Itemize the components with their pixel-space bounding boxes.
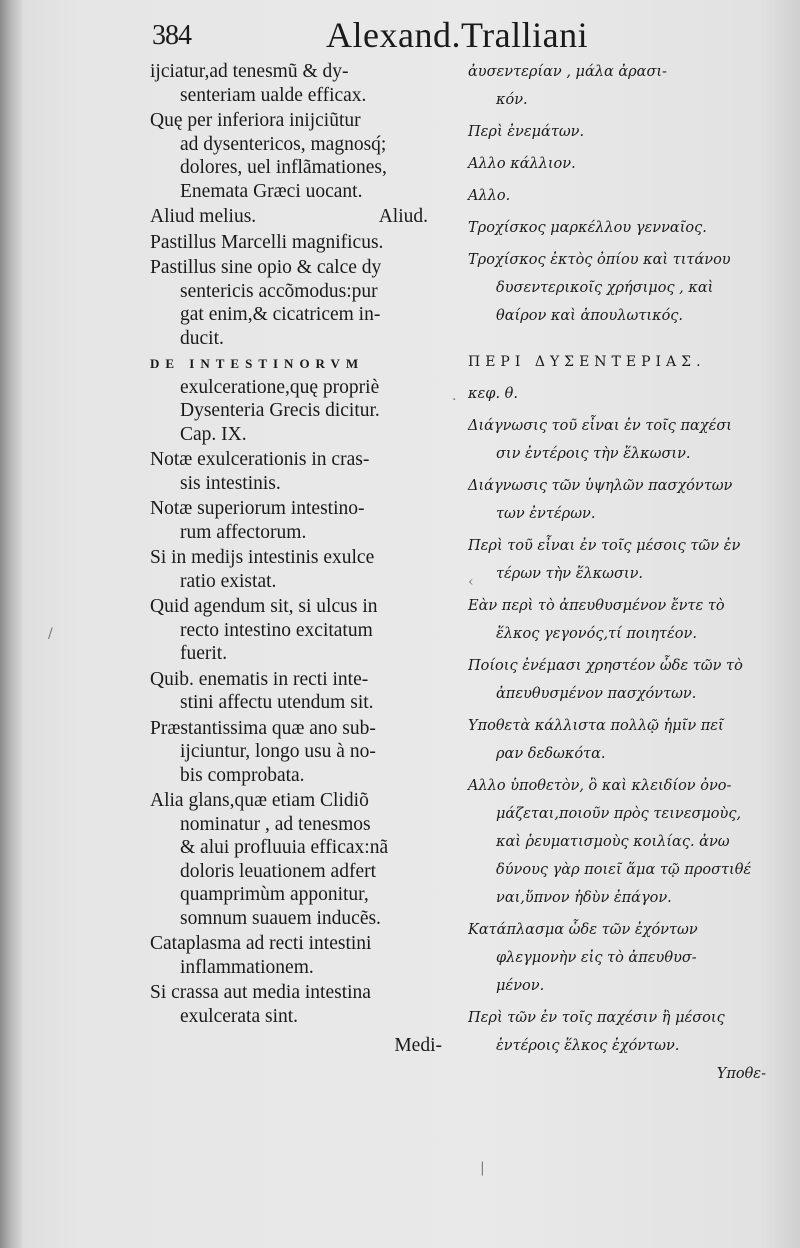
greek-entry bbox=[468, 652, 788, 708]
latin-entry-line: ducit. bbox=[180, 327, 224, 349]
greek-entry bbox=[468, 532, 788, 588]
latin-entry bbox=[150, 256, 460, 350]
running-title: Alexand.Tralliani bbox=[326, 15, 589, 55]
page-gutter-shadow bbox=[0, 0, 22, 1248]
greek-entry-line: Διάγνωσις τῶν ὑψηλῶν πασχόντων bbox=[468, 478, 733, 494]
greek-entry bbox=[468, 1004, 788, 1060]
greek-entry-line: φλεγμονὴν εἰς τὸ ἀπευθυσ- bbox=[496, 950, 697, 966]
latin-entry bbox=[150, 546, 460, 593]
greek-entry-line: τέρων τὴν ἕλκωσιν. bbox=[496, 566, 644, 582]
page-mark: / bbox=[48, 626, 53, 642]
latin-entry-line: exulcerata sint. bbox=[180, 1005, 299, 1027]
greek-entry-line: μάζεται,ποιοῦν πρὸς τεινεσμοὺς, bbox=[496, 806, 742, 822]
latin-entry bbox=[150, 109, 460, 203]
greek-entry-line: δύνους γὰρ ποιεῖ ἅμα τῷ προστιθέ bbox=[496, 862, 752, 878]
latin-entry bbox=[150, 352, 460, 446]
latin-entry-line: Pastillus Marcelli magnificus. bbox=[150, 231, 384, 253]
latin-entry-line: Alia glans,quæ etiam Clidiõ bbox=[150, 790, 369, 811]
latin-entry-line: Quid agendum sit, si ulcus in bbox=[150, 596, 378, 617]
greek-entry-line: καὶ ῥευματισμοὺς κοιλίας. ἀνω bbox=[496, 834, 730, 850]
greek-entry bbox=[468, 58, 788, 114]
greek-chapter-heading: ΠΕΡΙ ΔΥΣΕΝΤΕΡΙΑΣ. bbox=[468, 354, 706, 370]
greek-entry bbox=[468, 214, 788, 242]
latin-entry-line: sis intestinis. bbox=[180, 472, 281, 494]
greek-entry-line: σιν ἐντέροις τὴν ἕλκωσιν. bbox=[496, 446, 691, 462]
latin-entry-line: gat enim,& cicatricem in- bbox=[180, 304, 381, 325]
latin-entry-line: ad dysentericos, magnosq́; bbox=[180, 133, 387, 155]
greek-entry-line: Ποίοις ἐνέμασι χρηστέον ὧδε τῶν τὸ bbox=[468, 658, 743, 674]
latin-entry-line: stini affectu utendum sit. bbox=[180, 692, 374, 713]
page-mark: ‹ bbox=[468, 574, 474, 590]
latin-entry-line: sentericis accõmodus:pur bbox=[180, 280, 378, 302]
greek-entry bbox=[468, 246, 788, 330]
greek-entry-line: Περὶ ἐνεμάτων. bbox=[468, 124, 585, 140]
latin-entry bbox=[150, 60, 460, 107]
greek-entry-line: Εὰν περὶ τὸ ἀπευθυσμένον ἔντε τὸ bbox=[468, 598, 725, 614]
greek-entry bbox=[468, 916, 788, 1000]
latin-entry-line: Quę per inferiora inijciũtur bbox=[150, 110, 361, 131]
latin-entry-line: senteriam ualde efficax. bbox=[180, 84, 367, 106]
latin-entry bbox=[150, 205, 460, 229]
latin-entry-line: Si crassa aut media intestina bbox=[150, 982, 371, 1003]
greek-index-column bbox=[468, 58, 788, 1088]
greek-entry-line: Κατάπλασμα ὧδε τῶν ἐχόντων bbox=[468, 922, 698, 938]
latin-entry-line: quamprimùm apponitur, bbox=[180, 884, 369, 905]
latin-entry-line: & alui profluuia efficax:nã bbox=[180, 837, 389, 858]
latin-entry-line: inflammationem. bbox=[180, 956, 314, 978]
latin-entry-line: nominatur , ad tenesmos bbox=[180, 813, 371, 835]
latin-split-line bbox=[150, 205, 428, 229]
greek-entry-line: δυσεντερικοῖς χρήσιμος , καὶ bbox=[496, 280, 714, 296]
greek-entry-line: των ἐντέρων. bbox=[496, 506, 596, 522]
latin-chapter-heading: exulceratione,quę propriè bbox=[180, 376, 380, 398]
latin-entry-line: rum affectorum. bbox=[180, 521, 307, 543]
greek-entry bbox=[468, 712, 788, 768]
greek-entry-line: ἀυσεντερίαν , μάλα ἀρασι- bbox=[468, 64, 667, 80]
greek-entry-line: ναι,ὕπνον ἡδὺν ἐπάγον. bbox=[496, 890, 672, 906]
latin-entry-line: recto intestino excitatum bbox=[180, 619, 373, 641]
greek-entry bbox=[468, 472, 788, 528]
latin-entry-line: somnum suauem inducẽs. bbox=[180, 907, 381, 929]
latin-entry bbox=[150, 448, 460, 495]
page-mark: · bbox=[452, 392, 457, 408]
latin-index-column bbox=[150, 58, 460, 1058]
latin-entry-line: ijciatur,ad tenesmũ & dy- bbox=[150, 61, 349, 82]
latin-entry bbox=[150, 932, 460, 979]
latin-entry-line: Si in medijs intestinis exulce bbox=[150, 547, 375, 568]
latin-entry-line: Cataplasma ad recti intestini bbox=[150, 933, 372, 954]
latin-entry-line: fuerit. bbox=[180, 643, 228, 664]
greek-entry bbox=[468, 380, 788, 408]
greek-entry-line: μένον. bbox=[496, 978, 545, 994]
greek-entry-line: Τροχίσκος μαρκέλλου γενναῖος. bbox=[468, 220, 707, 236]
greek-entry-line: ραν δεδωκότα. bbox=[496, 746, 606, 762]
greek-entry-line: Αλλο. bbox=[468, 188, 511, 204]
greek-entry-line: Τροχίσκος ἐκτὸς ὀπίου καὶ τιτάνου bbox=[468, 252, 731, 268]
latin-entry bbox=[150, 717, 460, 788]
latin-entry-line: Præstantissima quæ ano sub- bbox=[150, 717, 376, 739]
greek-entry bbox=[468, 412, 788, 468]
greek-entry bbox=[468, 592, 788, 648]
greek-entry bbox=[468, 348, 788, 376]
latin-entry-line: Quib. enematis in recti inte- bbox=[150, 668, 369, 690]
latin-entry-line: dolores, uel inflãmationes, bbox=[180, 157, 387, 178]
latin-entry bbox=[150, 668, 460, 715]
latin-entry bbox=[150, 981, 460, 1028]
greek-entry-line: Διάγνωσις τοῦ εἶναι ἐν τοῖς παχέσι bbox=[468, 418, 732, 434]
latin-entry bbox=[150, 231, 460, 255]
latin-entry-text: Aliud. bbox=[378, 206, 428, 227]
page-number: 384 bbox=[152, 20, 191, 51]
greek-catchword: Υποθε- bbox=[716, 1066, 766, 1082]
greek-entry-line: θαίρον καὶ ἀπουλωτικός. bbox=[496, 308, 684, 324]
greek-entry-line: ἕλκος γεγονός,τί ποιητέον. bbox=[496, 626, 697, 642]
greek-entry bbox=[468, 772, 788, 912]
greek-entry bbox=[468, 118, 788, 146]
latin-entry-line: ijciuntur, longo usu à no- bbox=[180, 741, 376, 762]
latin-chapter-heading: Cap. IX. bbox=[180, 423, 247, 445]
greek-entry-line: κεφ. θ. bbox=[468, 386, 518, 402]
greek-entry-line: κόν. bbox=[496, 92, 528, 108]
greek-entry bbox=[468, 150, 788, 178]
greek-entry bbox=[468, 182, 788, 210]
latin-entry-line: doloris leuationem adfert bbox=[180, 860, 377, 882]
latin-entry-line: Notæ exulcerationis in cras- bbox=[150, 449, 370, 470]
latin-entry bbox=[150, 497, 460, 544]
latin-entry-line: Pastillus sine opio & calce dy bbox=[150, 257, 382, 278]
latin-chapter-heading: Dysenteria Grecis dicitur. bbox=[180, 400, 380, 421]
latin-entry-text: Aliud melius. bbox=[150, 206, 257, 227]
greek-entry-line: Περὶ τῶν ἐν τοῖς παχέσιν ἢ μέσοις bbox=[468, 1010, 725, 1026]
greek-entry-line: Υποθετὰ κάλλιστα πολλῷ ἡμῖν πεῖ bbox=[468, 718, 724, 734]
latin-entry bbox=[150, 595, 460, 666]
greek-entry-line: Αλλο ὑποθετὸν, ὃ καὶ κλειδίον ὀνο- bbox=[468, 778, 732, 794]
latin-entry-line: bis comprobata. bbox=[180, 764, 305, 786]
latin-catchword: Medi- bbox=[394, 1035, 442, 1056]
greek-entry-line: ἐντέροις ἕλκος ἐχόντων. bbox=[496, 1038, 680, 1054]
latin-entry-line: ratio existat. bbox=[180, 570, 277, 592]
page-mark: | bbox=[480, 1160, 485, 1176]
greek-entry-line: ἀπευθυσμένον πασχόντων. bbox=[496, 686, 697, 702]
greek-entry-line: Περὶ τοῦ εἶναι ἐν τοῖς μέσοις τῶν ἐν bbox=[468, 538, 741, 554]
page-header bbox=[0, 14, 800, 64]
latin-entry bbox=[150, 789, 460, 930]
latin-entry-line: Enemata Græci uocant. bbox=[180, 180, 363, 202]
greek-entry-line: Αλλο κάλλιον. bbox=[468, 156, 576, 172]
latin-chapter-heading: DE INTESTINORVM bbox=[150, 356, 365, 371]
latin-entry-line: Notæ superiorum intestino- bbox=[150, 498, 365, 519]
